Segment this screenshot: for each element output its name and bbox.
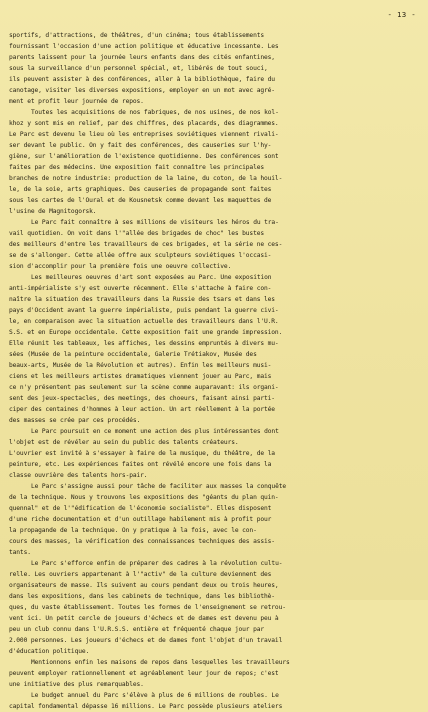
text-line: sportifs, d'attractions, de théâtres, d'un cinéma; tous établissements <box>9 32 264 39</box>
text-line: parents laissent pour la journée leurs enfants dans des cités enfantines, <box>9 54 275 61</box>
text-line: classe ouvrière des talents hors-pair. <box>9 472 148 479</box>
text-line: vent ici. Un petit cercle de joueurs d'échecs et de dames est devenu peu à <box>9 615 279 622</box>
text-line: sent des jeux-spectacles, des meetings, des choeurs, faisant ainsi parti- <box>9 395 275 402</box>
text-line: ser devant le public. On y fait des conférences, des causeries sur l'hy- <box>9 142 272 149</box>
text-line: fournissant l'occasion d'une action politique et éducative incessante. Les <box>9 43 279 50</box>
page-number: - 13 - <box>387 10 416 19</box>
text-line: Mentionnons enfin les maisons de repos dans lesquelles les travailleurs <box>31 659 290 666</box>
text-line: ciper des centaines d'hommes à leur action. Un art réellement à la portée <box>9 406 275 413</box>
text-line: sion d'accomplir pour la première fois une oeuvre collective. <box>9 263 232 270</box>
text-line: cours des masses, la vérification des connaissances techniques des assis- <box>9 538 275 545</box>
text-line: l'usine de Magnitogorsk. <box>9 208 97 215</box>
text-line: dans les expositions, dans les cabinets de technique, dans les bibliothè- <box>9 593 275 600</box>
text-line: sous la surveillance d'un personnel spécial, et, libérés de tout souci, <box>9 65 268 72</box>
text-line: L'ouvrier est invité à s'essayer à faire de la musique, du théâtre, de la <box>9 450 275 457</box>
text-line: d'éducation politique. <box>9 648 90 655</box>
paragraph <box>9 690 418 712</box>
text-line: ment et profit leur journée de repos. <box>9 98 144 105</box>
text-line: tants. <box>9 549 31 556</box>
text-line: des meilleurs d'entre les travailleurs de ces brigades, et la série ne ces- <box>9 241 283 248</box>
text-line: sous les cartes de l'Oural et de Kousnetsk comme devant les maquettes de <box>9 197 272 204</box>
text-line: canotage, visiter les diverses expositions, employer en un mot avec agré- <box>9 87 275 94</box>
text-line: Toutes les acquisitions de nos fabriques, de nos usines, de nos kol- <box>31 109 279 116</box>
paragraph <box>9 30 418 107</box>
text-line: le, de la soie, arts graphiques. Des causeries de propagande sont faites <box>9 186 272 193</box>
text-line: giène, sur l'amélioration de l'existence quotidienne. Des conférences sont <box>9 153 279 160</box>
text-line: vail quotidien. On voit dans l'"allée des brigades de choc" les bustes <box>9 230 264 237</box>
text-line: Le Parc poursuit en ce moment une action des plus intéressantes dont <box>31 428 279 435</box>
text-line: l'objet est de révéler au sein du public des talents créateurs. <box>9 439 239 446</box>
text-line: Le Parc s'efforce enfin de préparer des cadres à la révolution cultu- <box>31 560 283 567</box>
text-line: Le budget annuel du Parc s'élève à plus de 6 millions de roubles. Le <box>31 692 279 699</box>
paragraph <box>9 657 418 690</box>
text-line: branches de notre industrie: production de la laine, du coton, de la houil- <box>9 175 283 182</box>
text-line: beaux-arts, Musée de la Révolution et autres). Enfin les meilleurs musi- <box>9 362 272 369</box>
text-line: naître la situation des travailleurs dans la Russie des tsars et dans les <box>9 296 275 303</box>
text-line: anti-impérialiste s'y est ouverte récemment. Elle s'attache à faire con- <box>9 285 272 292</box>
text-line: 2.000 personnes. Les joueurs d'échecs et de dames font l'objet d'un travail <box>9 637 283 644</box>
text-line: Elle réunit les tableaux, les affiches, les dessins empruntés à divers mu- <box>9 340 279 347</box>
text-line: ils peuvent assister à des conférences, aller à la bibliothèque, faire du <box>9 76 275 83</box>
text-line: quennal" et de l'"édification de l'économie socialiste". Elles disposent <box>9 505 272 512</box>
text-line: organisateurs de masse. Ils suivent au cours pendant deux ou trois heures, <box>9 582 279 589</box>
text-line: peinture, etc. Les expériences faites ont révélé encore une fois dans la <box>9 461 272 468</box>
text-line: Le Parc s'assigne aussi pour tâche de faciliter aux masses la conquête <box>31 483 286 490</box>
text-line: Le Parc fait connaître à ses millions de visiteurs les héros du tra- <box>31 219 279 226</box>
text-line: Le Parc est devenu le lieu où les entreprises soviétiques viennent rivali- <box>9 131 279 138</box>
text-line: peuvent employer rationnellement et agréablement leur jour de repos; c'est <box>9 670 279 677</box>
text-line: se de s'allonger. Cette allée offre aux sculpteurs soviétiques l'occasi- <box>9 252 272 259</box>
text-line: khoz y sont mis en relief, par des chiffres, des placards, des diagrammes. <box>9 120 279 127</box>
text-line: relle. Les ouvriers appartenant à l'"activ" de la culture deviennent des <box>9 571 272 578</box>
text-line: ques, du vaste établissement. Toutes les formes de l'enseignement se retrou- <box>9 604 286 611</box>
text-line: ciens et les meilleurs artistes dramatiques viennent jouer au Parc, mais <box>9 373 272 380</box>
text-line: la propagande de la technique. On y pratique à la fois, avec le con- <box>9 527 257 534</box>
paragraph <box>9 481 418 558</box>
text-line: des masses se crée par ces procédés. <box>9 417 141 424</box>
text-line: une initiative des plus remarquables. <box>9 681 144 688</box>
paragraph <box>9 558 418 657</box>
text-line: S.S. et en Europe occidentale. Cette exposition fait une grande impression. <box>9 329 283 336</box>
paragraph <box>9 426 418 481</box>
text-line: pays d'Occident avant la guerre impérialiste, puis pendant la guerre civi- <box>9 307 279 314</box>
text-line: peu un club connu dans l'U.R.S.S. entière et fréquenté chaque jour par <box>9 626 264 633</box>
text-line: ce n'y présentent pas seulement sur la scène comme auparavant: ils organi- <box>9 384 279 391</box>
paragraph <box>9 272 418 426</box>
text-line: sées (Musée de la peinture occidentale, Galerie Trétiakov, Musée des <box>9 351 257 358</box>
text-line: de la technique. Nous y trouvons les expositions des "géants du plan quin- <box>9 494 279 501</box>
text-line: d'une riche documentation et d'un outillage habilement mis à profit pour <box>9 516 272 523</box>
text-line: capital fondamental dépasse 16 millions. Le Parc possède plusieurs ateliers <box>9 703 283 710</box>
document-body <box>9 30 418 712</box>
paragraph <box>9 107 418 217</box>
text-line: le, en comparaison avec la situation actuelle des travailleurs dans l'U.R. <box>9 318 279 325</box>
paragraph <box>9 217 418 272</box>
text-line: faites par des médecins. Une exposition fait connaître les principales <box>9 164 264 171</box>
text-line: Les meilleures oeuvres d'art sont exposées au Parc. Une exposition <box>31 274 272 281</box>
